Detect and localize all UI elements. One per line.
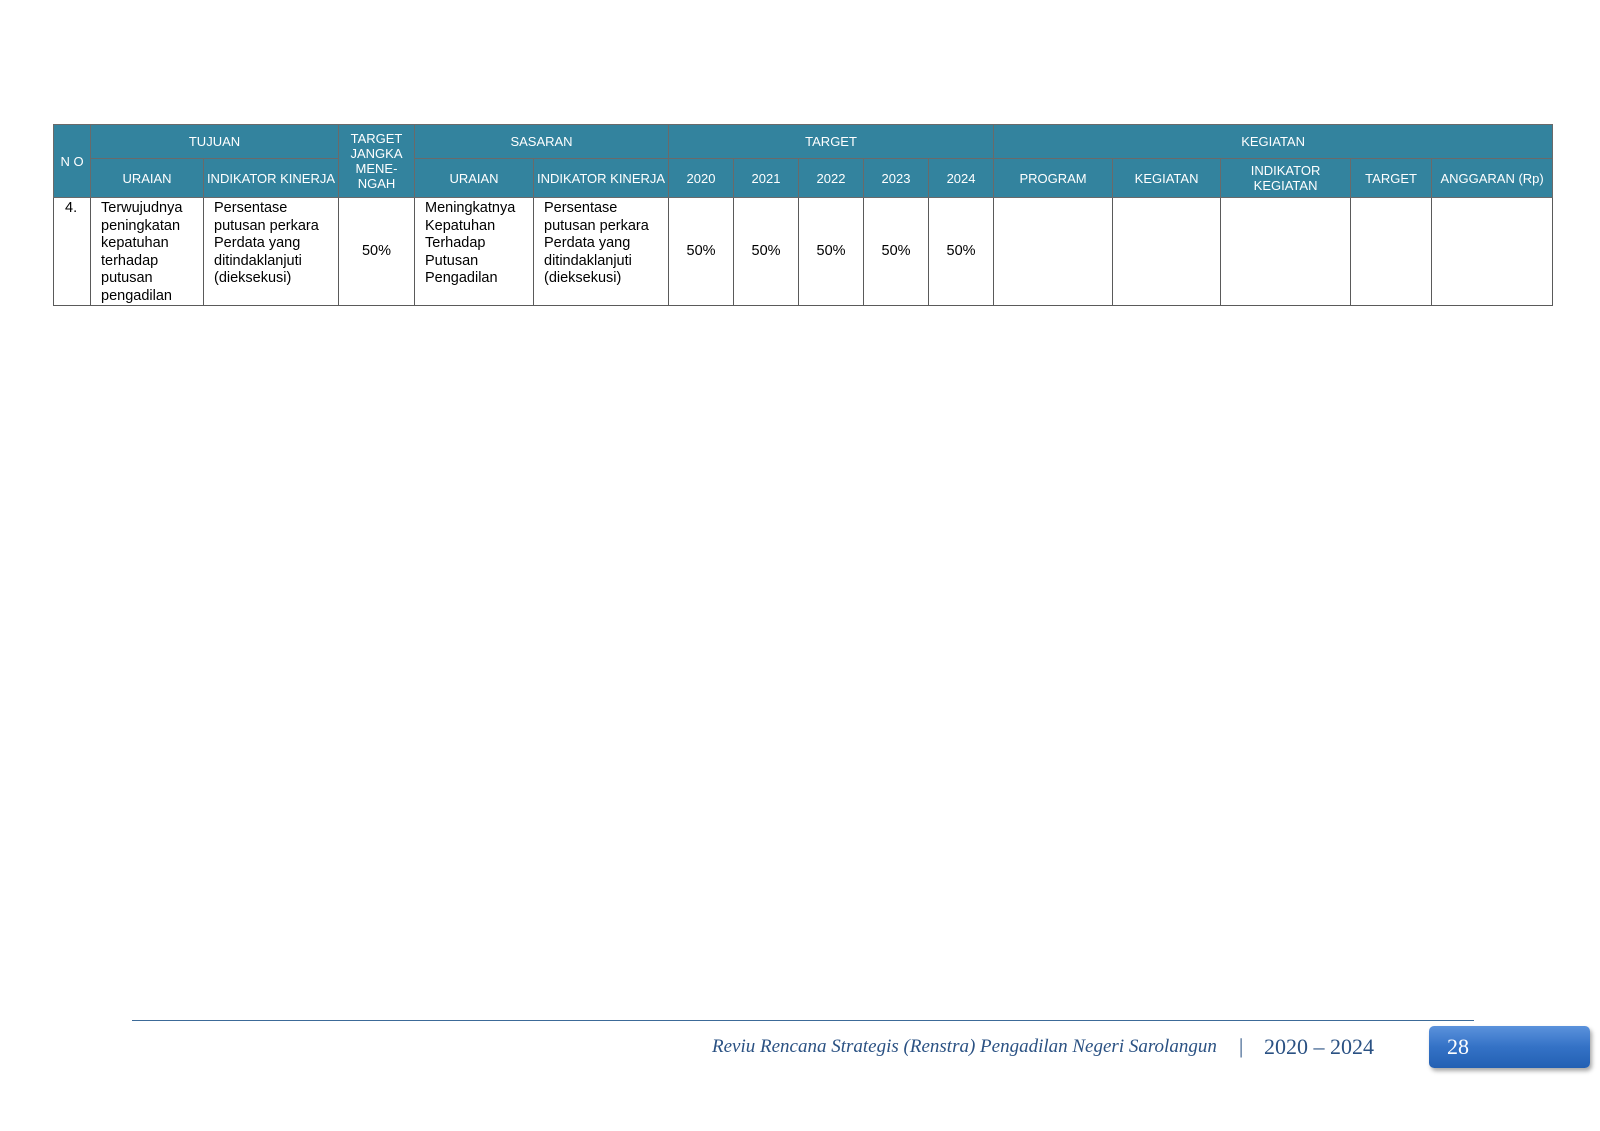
- header-sasaran-indikator-kinerja: INDIKATOR KINERJA: [534, 159, 669, 198]
- header-anggaran: ANGGARAN (Rp): [1432, 159, 1553, 198]
- footer-divider: [132, 1020, 1474, 1021]
- footer-separator: |: [1239, 1034, 1244, 1058]
- cell-target-2023: 50%: [864, 198, 929, 306]
- header-tujuan-indikator-kinerja: INDIKATOR KINERJA: [204, 159, 339, 198]
- cell-sasaran-indikator: Persentase putusan perkara Perdata yang ditindaklanjuti (dieksekusi): [534, 198, 669, 306]
- table-row: [54, 198, 1553, 306]
- header-kegiatan: KEGIATAN: [994, 125, 1553, 159]
- cell-anggaran: [1432, 198, 1553, 306]
- header-program: PROGRAM: [994, 159, 1113, 198]
- footer-title: Reviu Rencana Strategis (Renstra) Pengadilan Negeri Sarolangun: [712, 1036, 1217, 1057]
- cell-target-2021: 50%: [734, 198, 799, 306]
- page-number-badge: [1429, 1026, 1590, 1068]
- header-target-jangka-menengah: TARGET JANGKA MENE- NGAH: [339, 125, 415, 198]
- header-kegiatan-col: KEGIATAN: [1113, 159, 1221, 198]
- header-tujuan-uraian: URAIAN: [91, 159, 204, 198]
- cell-no: 4.: [54, 198, 91, 306]
- page-number: 28: [1447, 1034, 1469, 1059]
- header-year-2022: 2022: [799, 159, 864, 198]
- cell-kegiatan: [1113, 198, 1221, 306]
- header-target-col: TARGET: [1351, 159, 1432, 198]
- cell-target-2024: 50%: [929, 198, 994, 306]
- renstra-table: [53, 124, 1553, 306]
- cell-sasaran-uraian: Meningkatnya Kepatuhan Terhadap Putusan Pengadilan: [415, 198, 534, 306]
- header-year-2021: 2021: [734, 159, 799, 198]
- header-year-2020: 2020: [669, 159, 734, 198]
- cell-tujuan-indikator: Persentase putusan perkara Perdata yang ditindaklanjuti (dieksekusi): [204, 198, 339, 306]
- cell-tujuan-uraian: Terwujudnya peningkatan kepatuhan terhadap putusan pengadilan: [91, 198, 204, 306]
- cell-program: [994, 198, 1113, 306]
- header-target: TARGET: [669, 125, 994, 159]
- cell-indikator-kegiatan: [1221, 198, 1351, 306]
- renstra-table-container: [53, 124, 1552, 306]
- header-year-2024: 2024: [929, 159, 994, 198]
- header-sasaran: SASARAN: [415, 125, 669, 159]
- cell-target-2020: 50%: [669, 198, 734, 306]
- cell-target: [1351, 198, 1432, 306]
- footer-years: 2020 – 2024: [1264, 1034, 1374, 1059]
- header-indikator-kegiatan: INDIKATOR KEGIATAN: [1221, 159, 1351, 198]
- header-no: N O: [54, 125, 91, 198]
- cell-target-jangka: 50%: [339, 198, 415, 306]
- header-year-2023: 2023: [864, 159, 929, 198]
- header-sasaran-uraian: URAIAN: [415, 159, 534, 198]
- cell-target-2022: 50%: [799, 198, 864, 306]
- header-tujuan: TUJUAN: [91, 125, 339, 159]
